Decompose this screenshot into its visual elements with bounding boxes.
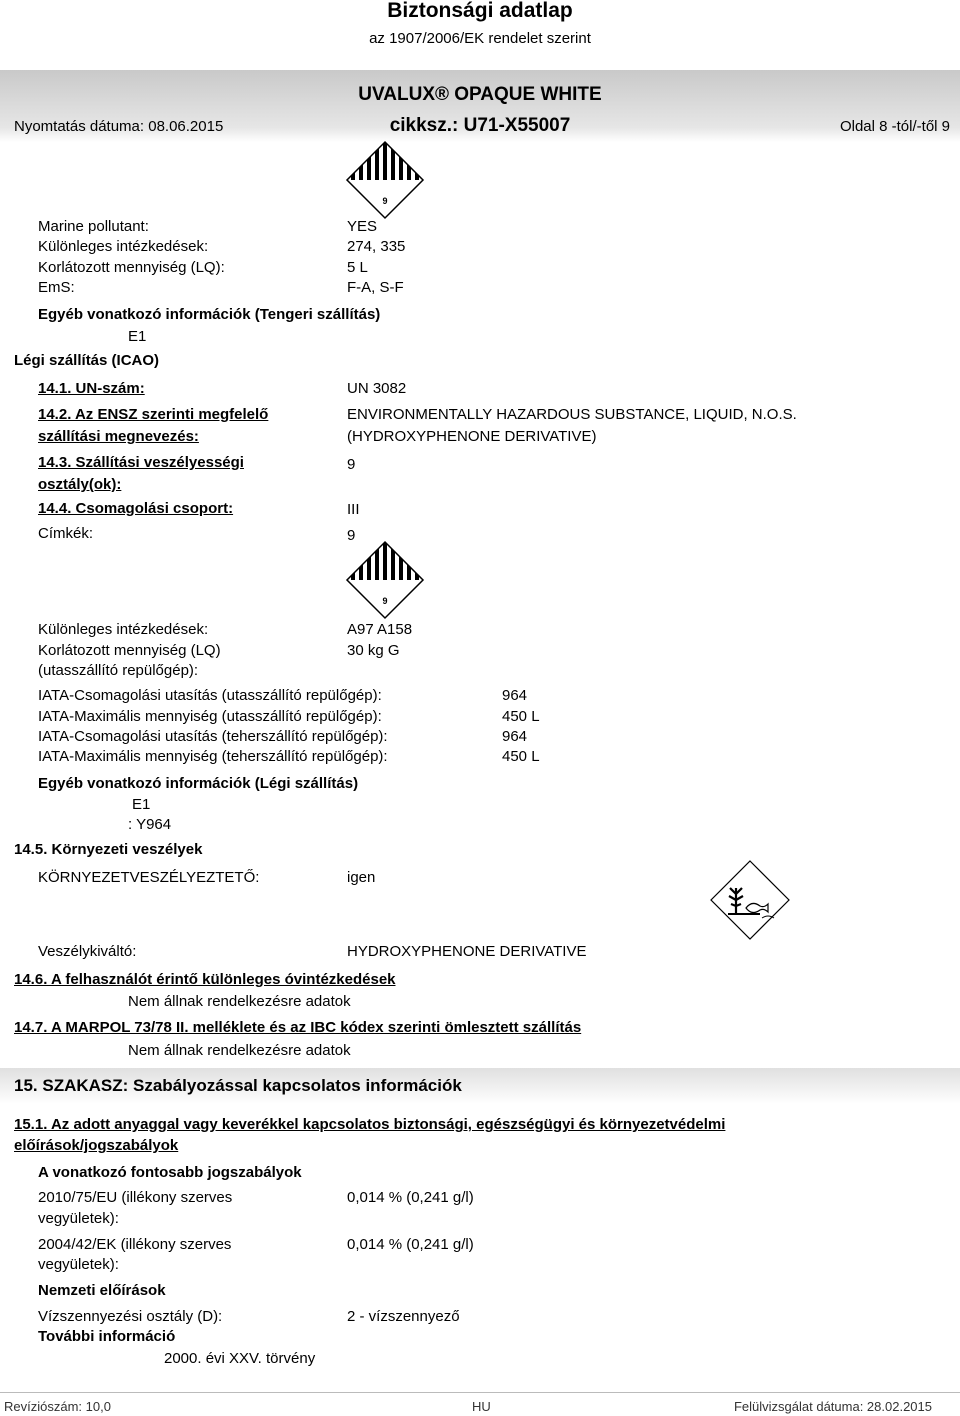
hazard-class-9-label-sea	[345, 140, 425, 220]
section-14-7-value: Nem állnak rendelkezésre adatok	[128, 1042, 351, 1059]
section-15-1-title-2: előírások/jogszabályok	[14, 1137, 179, 1154]
revision-number: Revíziószám: 10,0	[4, 1399, 111, 1414]
section-15-title: 15. SZAKASZ: Szabályozással kapcsolatos információk	[14, 1076, 462, 1095]
law-2-label-1: 2004/42/EK (illékony szerves	[38, 1236, 232, 1253]
review-date: Felülvizsgálat dátuma: 28.02.2015	[733, 1399, 932, 1414]
shipping-name-label-2: szállítási megnevezés:	[38, 428, 199, 445]
air-special-provisions-value: A97 A158	[347, 621, 413, 638]
special-provisions-value: 274, 335	[347, 238, 406, 255]
iata-row-label: IATA-Csomagolási utasítás (utasszállító repülőgép):	[38, 687, 382, 704]
law-1-label-1: 2010/75/EU (illékony szerves	[38, 1189, 233, 1206]
shipping-name-value-2: (HYDROXYPHENONE DERIVATIVE)	[347, 428, 597, 445]
air-other-info-title: Egyéb vonatkozó információk (Légi szállítás)	[38, 775, 359, 792]
shipping-name-label-1: 14.2. Az ENSZ szerinti megfelelő	[38, 406, 269, 423]
iata-row-label: IATA-Csomagolási utasítás (teherszállító repülőgép):	[38, 728, 388, 745]
air-lq-label-2: (utasszállító repülőgép):	[38, 662, 199, 679]
iata-row-label: IATA-Maximális mennyiség (teherszállító repülőgép):	[38, 748, 388, 765]
article-code: cikksz.: U71-X55007	[389, 115, 571, 136]
iata-row-value: 450 L	[502, 748, 540, 765]
marine-pollutant-label: Marine pollutant:	[38, 218, 149, 235]
un-number-value: UN 3082	[347, 380, 407, 397]
hazard-class-label-1: 14.3. Szállítási veszélyességi	[38, 454, 244, 471]
hazard-class-value: 9	[347, 456, 356, 473]
limited-quantity-value: 5 L	[347, 259, 368, 276]
packing-group-value: III	[347, 501, 360, 518]
ems-label: EmS:	[38, 279, 75, 296]
air-other-info-value-2: : Y964	[128, 816, 172, 833]
hazard-class-9-label-air	[345, 540, 425, 620]
iata-row-value: 964	[502, 728, 528, 745]
section-15-1-title-1: 15.1. Az adott anyaggal vagy keverékkel kapcsolatos biztonsági, egészségügyi és környezetvédelmi	[14, 1116, 726, 1133]
environment-hazard-pictogram	[708, 858, 792, 942]
env-hazards-title: 14.5. Környezeti veszélyek	[14, 841, 203, 858]
regulation-subtitle: az 1907/2006/EK rendelet szerint	[369, 30, 591, 47]
page-number: Oldal 8 -tól/-től 9	[839, 118, 950, 135]
packing-group-label: 14.4. Csomagolási csoport:	[38, 500, 234, 517]
limited-quantity-label: Korlátozott mennyiség (LQ):	[38, 259, 225, 276]
section-14-6-value: Nem állnak rendelkezésre adatok	[128, 993, 351, 1010]
sea-other-info-title: Egyéb vonatkozó információk (Tengeri szállítás)	[38, 306, 381, 323]
env-hazardous-label: KÖRNYEZETVESZÉLYEZTETŐ:	[38, 869, 260, 886]
national-rules-title: Nemzeti előírások	[38, 1282, 166, 1299]
air-lq-label-1: Korlátozott mennyiség (LQ)	[38, 642, 221, 659]
water-hazard-class-value: 2 - vízszennyező	[347, 1308, 460, 1325]
sea-other-info-value: E1	[128, 328, 147, 345]
language-code: HU	[472, 1399, 491, 1414]
document-title: Biztonsági adatlap	[387, 0, 573, 22]
env-hazardous-value: igen	[347, 869, 376, 886]
footer-divider	[0, 1392, 960, 1393]
iata-row-label: IATA-Maximális mennyiség (utasszállító repülőgép):	[38, 708, 382, 725]
law-1-label-2: vegyületek):	[38, 1210, 119, 1227]
special-provisions-label: Különleges intézkedések:	[38, 238, 209, 255]
iata-row-value: 964	[502, 687, 528, 704]
law-2-value: 0,014 % (0,241 g/l)	[347, 1236, 474, 1253]
shipping-name-value-1: ENVIRONMENTALLY HAZARDOUS SUBSTANCE, LIQUID, N.O.S.	[347, 406, 797, 423]
air-transport-title: Légi szállítás (ICAO)	[14, 352, 160, 369]
laws-title: A vonatkozó fontosabb jogszabályok	[38, 1164, 302, 1181]
section-14-7-title: 14.7. A MARPOL 73/78 II. melléklete és az IBC kódex szerinti ömlesztett szállítás	[14, 1019, 582, 1036]
hazard-label-number: 9	[382, 196, 388, 206]
ems-value: F-A, S-F	[347, 279, 404, 296]
air-special-provisions-label: Különleges intézkedések:	[38, 621, 209, 638]
print-date: Nyomtatás dátuma: 08.06.2015	[14, 118, 224, 135]
labels-label: Címkék:	[38, 525, 94, 542]
marine-pollutant-value: YES	[347, 218, 378, 235]
labels-value: 9	[347, 527, 356, 544]
hazard-class-label-2: osztály(ok):	[38, 476, 122, 493]
section-14-6-title: 14.6. A felhasználót érintő különleges óvintézkedések	[14, 971, 396, 988]
further-info-title: További információ	[38, 1328, 176, 1345]
law-2-label-2: vegyületek):	[38, 1256, 119, 1273]
hazard-label-number: 9	[382, 596, 388, 606]
hazard-trigger-value: HYDROXYPHENONE DERIVATIVE	[347, 943, 587, 960]
water-hazard-class-label: Vízszennyezési osztály (D):	[38, 1308, 223, 1325]
product-name: UVALUX® OPAQUE WHITE	[358, 84, 602, 105]
further-info-value: 2000. évi XXV. törvény	[164, 1350, 316, 1367]
law-1-value: 0,014 % (0,241 g/l)	[347, 1189, 474, 1206]
un-number-label: 14.1. UN-szám:	[38, 380, 145, 397]
air-other-info-value-1: E1	[132, 796, 151, 813]
air-lq-value: 30 kg G	[347, 642, 400, 659]
iata-row-value: 450 L	[502, 708, 540, 725]
hazard-trigger-label: Veszélykiváltó:	[38, 943, 137, 960]
